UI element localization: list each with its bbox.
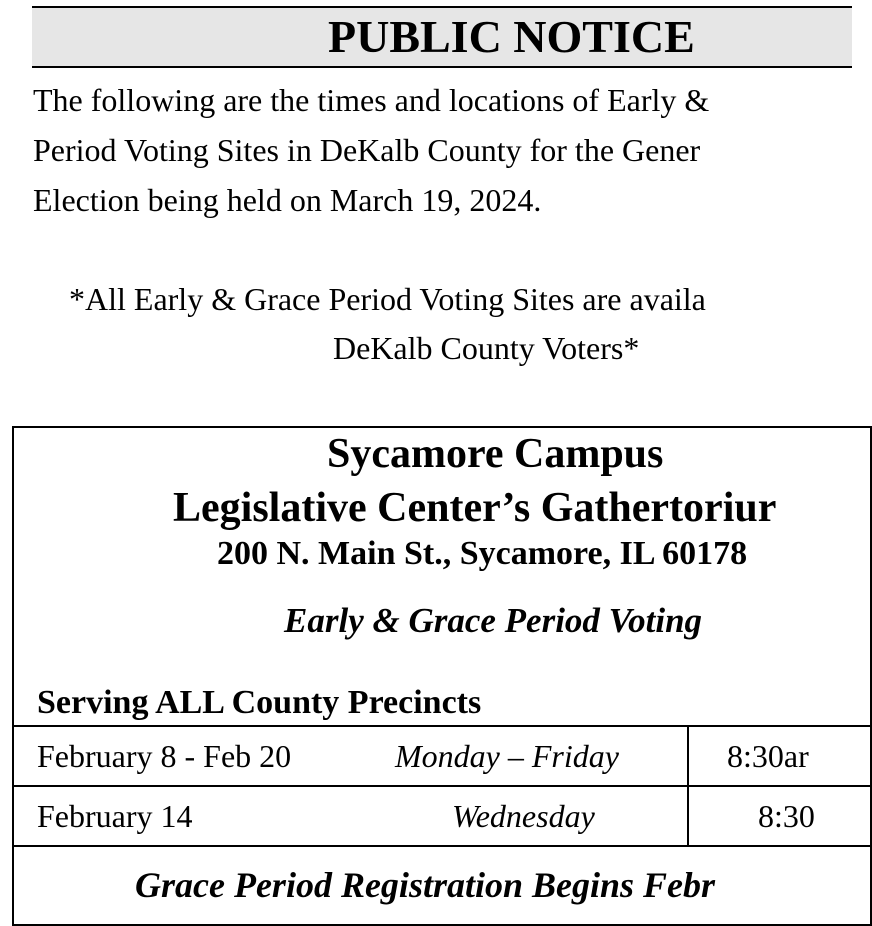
intro-text-line-3: Election being held on March 19, 2024. [33, 182, 542, 218]
schedule-row-1-dates: February 8 - Feb 20 [37, 738, 292, 774]
schedule-table-bottom-rule [12, 845, 872, 847]
site-name-line-1: Sycamore Campus [327, 431, 664, 477]
schedule-row-2-days: Wednesday [452, 798, 595, 834]
voting-type-label: Early & Grace Period Voting [284, 601, 703, 640]
availability-note-line-2: DeKalb County Voters* [333, 330, 640, 366]
site-address: 200 N. Main St., Sycamore, IL 60178 [217, 535, 748, 572]
site-name-line-2: Legislative Center’s Gathertoriur [173, 485, 777, 531]
schedule-row-2-dates: February 14 [37, 798, 193, 834]
grace-period-registration-note: Grace Period Registration Begins Febr [135, 865, 716, 905]
schedule-column-divider [687, 725, 689, 847]
notice-title: PUBLIC NOTICE [328, 11, 695, 62]
schedule-row-divider [12, 785, 872, 787]
schedule-table-top-rule [12, 725, 872, 727]
intro-text-line-1: The following are the times and locations of Early & [33, 82, 710, 118]
availability-note-line-1: *All Early & Grace Period Voting Sites are availa [69, 281, 706, 317]
serving-precincts-label: Serving ALL County Precincts [37, 684, 482, 721]
schedule-row-2-hours: 8:30 [758, 798, 815, 834]
intro-text-line-2: Period Voting Sites in DeKalb County for the Gener [33, 132, 701, 168]
schedule-row-1-days: Monday – Friday [395, 738, 619, 774]
schedule-row-1-hours: 8:30ar [727, 738, 809, 774]
